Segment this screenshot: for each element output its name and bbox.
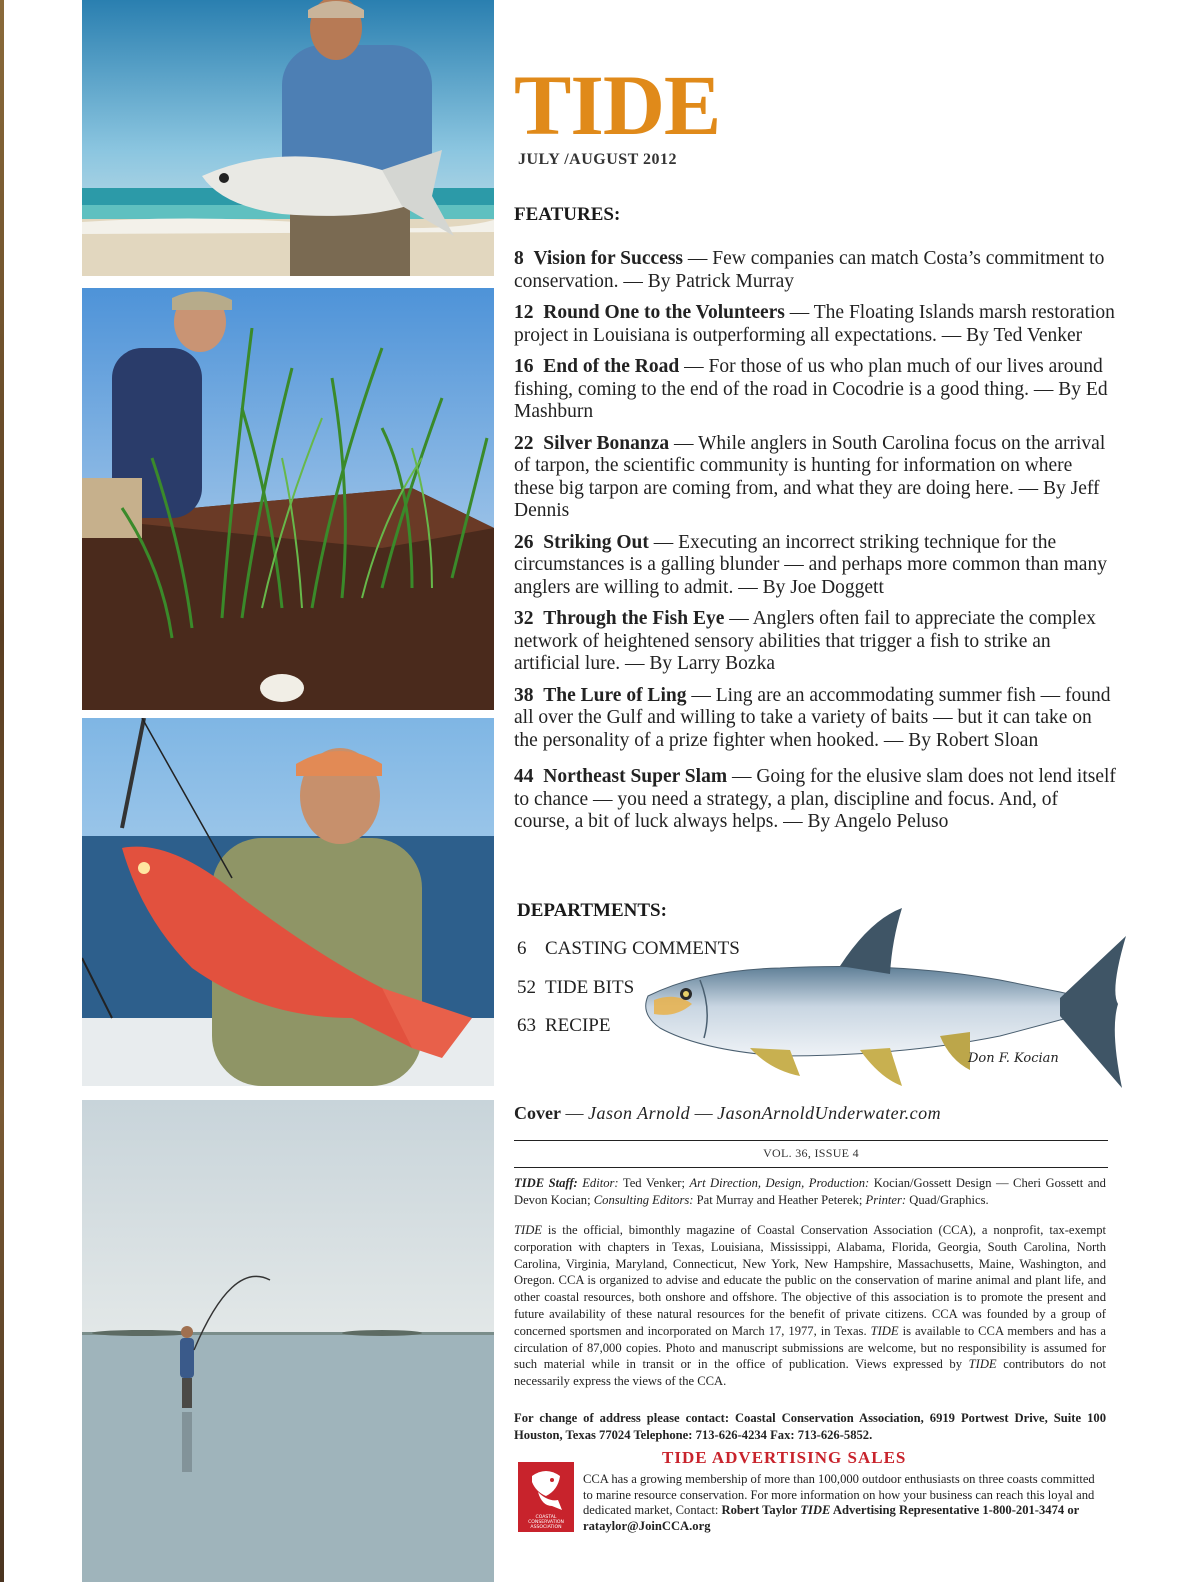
feature-item[interactable]: 44 Northeast Super Slam — Going for the elusive slam does not lend itself to chance — you need a strategy, a plan, discipline and focus. And, of course, a bit of luck always helps. — By Angelo Peluso xyxy=(514,766,1116,832)
photo-angler-jack-crevalle xyxy=(82,0,494,276)
feature-item[interactable]: 16 End of the Road — For those of us who plan much of our lives around fishing, coming to the end of the road in Cocodrie is a good thing. — By Ed Mashburn xyxy=(514,356,1108,422)
staff-credits: TIDE Staff: Editor: Ted Venker; Art Direction, Design, Production: Kocian/Gossett Design — Cheri Gossett and Devon Kocian; Consulting Editors: Pat Murray and Heather Peterek; Printer: Quad/Graphics. xyxy=(514,1176,1106,1207)
svg-text:CONSERVATION: CONSERVATION xyxy=(528,1520,564,1525)
photo-angler-wading-flats xyxy=(82,1100,494,1582)
advertising-sales-title: TIDE ADVERTISING SALES xyxy=(662,1448,907,1467)
volume-issue: VOL. 36, ISSUE 4 xyxy=(763,1146,859,1160)
photo-angler-red-snapper xyxy=(82,718,494,1086)
feature-item[interactable]: 32 Through the Fish Eye — Anglers often fail to appreciate the complex network of heightened sensory abilities that trigger a fish to strike an artificial lure. — By Larry Bozka xyxy=(514,608,1096,674)
feature-item[interactable]: 22 Silver Bonanza — While anglers in South Carolina focus on the arrival of tarpon, the scientific community is hunting for information on where these big tarpon are coming from, and what they are doing here. — By Jeff Dennis xyxy=(514,432,1106,521)
departments-heading: DEPARTMENTS: xyxy=(517,900,667,921)
features-heading: FEATURES: xyxy=(514,204,621,225)
tarpon-illustration xyxy=(640,900,1130,1110)
cover-website[interactable]: JasonArnoldUnderwater.com xyxy=(717,1103,942,1123)
feature-item[interactable]: 12 Round One to the Volunteers — The Floating Islands marsh restoration project in Louisiana is outperforming all expectations. — By Ted Venker xyxy=(514,302,1115,346)
cca-logo xyxy=(518,1462,574,1532)
issue-date: JULY /AUGUST 2012 xyxy=(518,151,678,168)
feature-item[interactable]: 8 Vision for Success — Few companies can match Costa’s commitment to conservation. — By Patrick Murray xyxy=(514,248,1105,292)
cover-photographer: Jason Arnold xyxy=(587,1103,691,1123)
change-of-address: For change of address please contact: Coastal Conservation Association, 6919 Portwest Drive, Suite 100 Houston, Texas 77024 Telephone: 713-626-4234 Fax: 713-626-5852. xyxy=(514,1411,1106,1442)
features-list xyxy=(514,248,1116,843)
divider-rule xyxy=(514,1167,1108,1168)
artist-signature: Don F. Kocian xyxy=(968,1051,1059,1066)
divider-rule xyxy=(514,1140,1108,1141)
about-paragraph: TIDE is the official, bimonthly magazine of Coastal Conservation Association (CCA), a nonprofit, tax-exempt corporation with chapters in Texas, Louisiana, Mississippi, Alabama, Florida, Georgia, South Carolina, North Carolina, Virginia, Maryland, Connecticut, New York, New Hampshire, Massachusetts, Maine, Washington, and Oregon. CCA is organized to advise and educate the public on the conservation of marine animal and plant life, and other coastal resources, both onshore and offshore. The objective of this association is to promote the present and future availability of these natural resources for the benefit of private citizens. CCA was founded by a group of concerned sportsmen and incorporated on March 17, 1977, in Texas. TIDE is available to CCA members and has a circulation of 87,000 copies. Photo and manuscript submissions are welcome, but no responsibility is assumed for such material while in transit or in the office of publication. Views expressed by TIDE contributors do not necessarily express the views of the CCA. xyxy=(514,1223,1107,1389)
page-edge-strip xyxy=(0,0,4,1582)
cover-credit: Cover — Jason Arnold — JasonArnoldUnderwater.com xyxy=(514,1103,942,1123)
feature-item[interactable]: 38 The Lure of Ling — Ling are an accommodating summer fish — found all over the Gulf and willing to take a variety of baits — but it can take on the personality of a prize fighter when hooked. — By Robert Sloan xyxy=(514,684,1111,751)
feature-item[interactable]: 26 Striking Out — Executing an incorrect striking technique for the circumstances is a galling blunder — and perhaps more common than many anglers are willing to admit. — By Joe Doggett xyxy=(514,531,1107,598)
advertising-text: CCA has a growing membership of more than 100,000 outdoor enthusiasts on three coasts committed to marine resource conservation. For more information on how your business can reach this loyal and dedicated market, Contact: Robert Taylor TIDE Advertising Representative 1-800-201-3474 or rataylor@JoinCCA.org xyxy=(583,1472,1095,1533)
department-item[interactable]: 6 CASTING COMMENTS xyxy=(517,938,740,959)
svg-text:COASTAL: COASTAL xyxy=(535,1515,557,1520)
photo-floating-island-grass xyxy=(82,288,494,710)
department-item[interactable]: 52 TIDE BITS xyxy=(517,976,635,998)
svg-text:ASSOCIATION: ASSOCIATION xyxy=(530,1525,562,1530)
magazine-masthead: TIDE xyxy=(514,57,721,153)
department-item[interactable]: 63 RECIPE xyxy=(517,1015,611,1036)
